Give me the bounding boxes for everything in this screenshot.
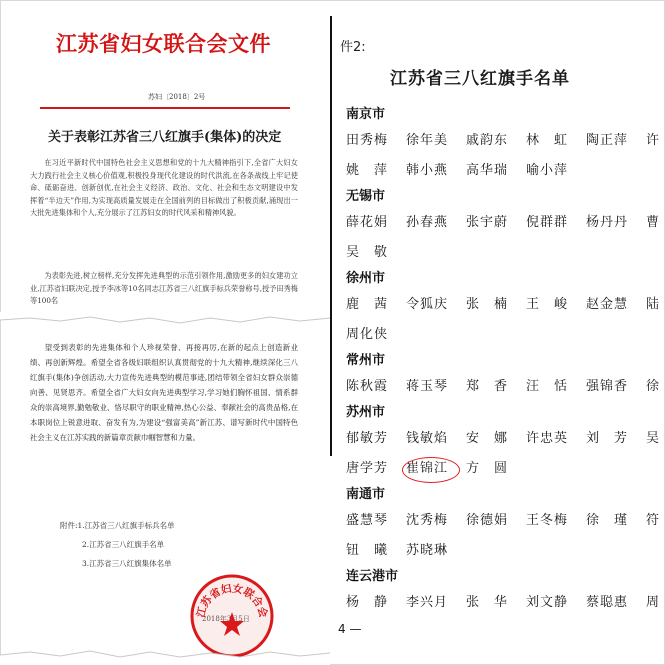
city-heading: 苏州市: [346, 405, 386, 420]
honoree-name: 陆: [646, 297, 661, 312]
honoree-name: 周化侠: [346, 327, 389, 342]
honoree-name: 姚 萍: [346, 163, 389, 178]
name-row: [346, 290, 664, 320]
org-header: 江苏省妇女联合会文件: [56, 31, 271, 56]
body-paragraph-1: 在习近平新时代中国特色社会主义思想和党的十九大精神指引下,全省广大妇女大力践行社会主义核心价值观,积极投身现代化建设的时代洪流,在各条战线上牢记使命、砥砺奋进、创新创优,在社会主义经济、政治、文化、社会和生态文明建设中发挥着“半边天”作用,为实现高质量发展走在全国前列的目标做出了积极贡献,涌现出一大批先进集体和个人,充分展示了江苏妇女的时代风采和精神风貌。: [30, 158, 298, 218]
annex-label: 件2:: [340, 40, 366, 55]
honoree-name: 汪 恬: [526, 379, 569, 394]
highlighted-name: 崔锦江: [406, 454, 466, 484]
honoree-name: 强锦香: [586, 379, 629, 394]
honoree-name: 杨丹丹: [586, 215, 629, 230]
honoree-name: 钮 曦: [346, 543, 389, 558]
name-row: [346, 238, 664, 268]
honoree-name: 张 楠: [466, 297, 509, 312]
doc-number: 苏妇〔2018〕2号: [148, 93, 206, 101]
body-paragraph-2: 为表彰先进,树立榜样,充分发挥先进典型的示范引领作用,激励更多的妇女建功立业,江苏省妇联决定,授予李冰等10名同志江苏省三八红旗手标兵荣誉称号,授予田秀梅等100名: [30, 271, 298, 306]
honoree-name: 郁敏芳: [346, 431, 389, 446]
name-row: [346, 536, 664, 566]
annex-item: 2.江苏省三八红旗手名单: [82, 540, 165, 549]
name-row: [346, 588, 664, 618]
honoree-name: 许: [646, 133, 661, 148]
honoree-name: 喻小萍: [526, 163, 569, 178]
honoree-name: 王 峻: [526, 297, 569, 312]
name-row: [346, 372, 664, 402]
name-row: [346, 208, 664, 238]
honoree-name: 鹿 茜: [346, 297, 389, 312]
honoree-name: 林 虹: [526, 133, 569, 148]
honoree-name: 薛花娟: [346, 215, 389, 230]
list-title: 江苏省三八红旗手名单: [390, 69, 570, 89]
honoree-name: 高华瑞: [466, 163, 509, 178]
body-paragraph-3: 望受到表彰的先进集体和个人珍视荣誉、再接再厉,在新的起点上创造新业绩、再创新辉煌。希望全省各级妇联组织认真贯彻党的十九大精神,继续深化三八红旗手(集体)争创活动,大力宣传先进典型的模范事迹,团结带领全省妇女群众崇德向善、见贤思齐。希望全省广大妇女向先进典型学习,学习她们胸怀祖国、情系群众的崇高境界,勤勉敬业、恪尽职守的职业精神,热心公益、奉献社会的高贵品格,在本职岗位上锐意进取、奋发有为,为建设“强富美高”新江苏、谱写新时代中国特色社会主义在江苏实践的新篇章贡献巾帼智慧和力量。: [30, 343, 298, 442]
honoree-name: 杨 静: [346, 595, 389, 610]
city-heading: 南通市: [346, 487, 386, 502]
honoree-name: 许忠英: [526, 431, 569, 446]
honoree-name: 苏晓琳: [406, 543, 449, 558]
city-heading: 徐州市: [346, 271, 386, 286]
honoree-name: 盛慧琴: [346, 513, 389, 528]
honoree-name: 周: [646, 595, 661, 610]
honoree-name: 戚韵东: [466, 133, 509, 148]
honoree-name: 方 圆: [466, 461, 509, 476]
honoree-name: 刘文静: [526, 595, 569, 610]
honoree-name: 张宇蔚: [466, 215, 509, 230]
name-row: [346, 126, 664, 156]
name-list-page: [332, 0, 664, 665]
header-rule: [40, 107, 290, 109]
city-heading: 南京市: [346, 107, 386, 122]
name-list: [346, 104, 664, 618]
decision-document-page: [0, 0, 330, 665]
name-row: [346, 320, 664, 350]
name-row: [346, 454, 664, 484]
honoree-name: 陶正萍: [586, 133, 629, 148]
honoree-name: 徐德娟: [466, 513, 509, 528]
honoree-name: 倪群群: [526, 215, 569, 230]
city-heading: 无锡市: [346, 189, 386, 204]
decision-title: 关于表彰江苏省三八红旗手(集体)的决定: [48, 130, 282, 145]
honoree-name: 张 华: [466, 595, 509, 610]
honoree-name: 孙春燕: [406, 215, 449, 230]
honoree-name: 郑 香: [466, 379, 509, 394]
svg-text:江苏省妇女联合会: 江苏省妇女联合会: [194, 582, 270, 619]
annex-heading: 附件:: [60, 521, 78, 530]
honoree-name: 蔡聪惠: [586, 595, 629, 610]
honoree-name: 钱敏焰: [406, 431, 449, 446]
torn-edge: [0, 648, 330, 665]
honoree-name: 令狐庆: [406, 297, 449, 312]
honoree-name: 田秀梅: [346, 133, 389, 148]
honoree-name: 吴: [646, 431, 661, 446]
honoree-name: 沈秀梅: [406, 513, 449, 528]
honoree-name: 李兴月: [406, 595, 449, 610]
honoree-name: 徐年美: [406, 133, 449, 148]
honoree-name: 蒋玉琴: [406, 379, 449, 394]
honoree-name: 徐: [646, 379, 661, 394]
official-seal: [188, 572, 276, 660]
honoree-name: 吴 敬: [346, 245, 389, 260]
annex-item: 1.江苏省三八红旗手标兵名单: [77, 521, 175, 530]
city-heading: 连云港市: [346, 569, 399, 584]
name-row: [346, 156, 664, 186]
name-row: [346, 506, 664, 536]
honoree-name: 符: [646, 513, 661, 528]
annex-item: 3.江苏省三八红旗集体名单: [82, 559, 172, 568]
honoree-name: 赵金慧: [586, 297, 629, 312]
annex-list: [60, 516, 175, 573]
honoree-name: 刘 芳: [586, 431, 629, 446]
honoree-name: 安 娜: [466, 431, 509, 446]
honoree-name: 徐 瑾: [586, 513, 629, 528]
city-heading: 常州市: [346, 353, 386, 368]
honoree-name: 唐学芳: [346, 461, 389, 476]
honoree-name: 曹: [646, 215, 661, 230]
honoree-name: 王冬梅: [526, 513, 569, 528]
page-number: 4 —: [338, 622, 362, 636]
honoree-name: 韩小燕: [406, 163, 449, 178]
torn-edge: [0, 312, 330, 328]
name-row: [346, 424, 664, 454]
honoree-name: 陈秋霞: [346, 379, 389, 394]
